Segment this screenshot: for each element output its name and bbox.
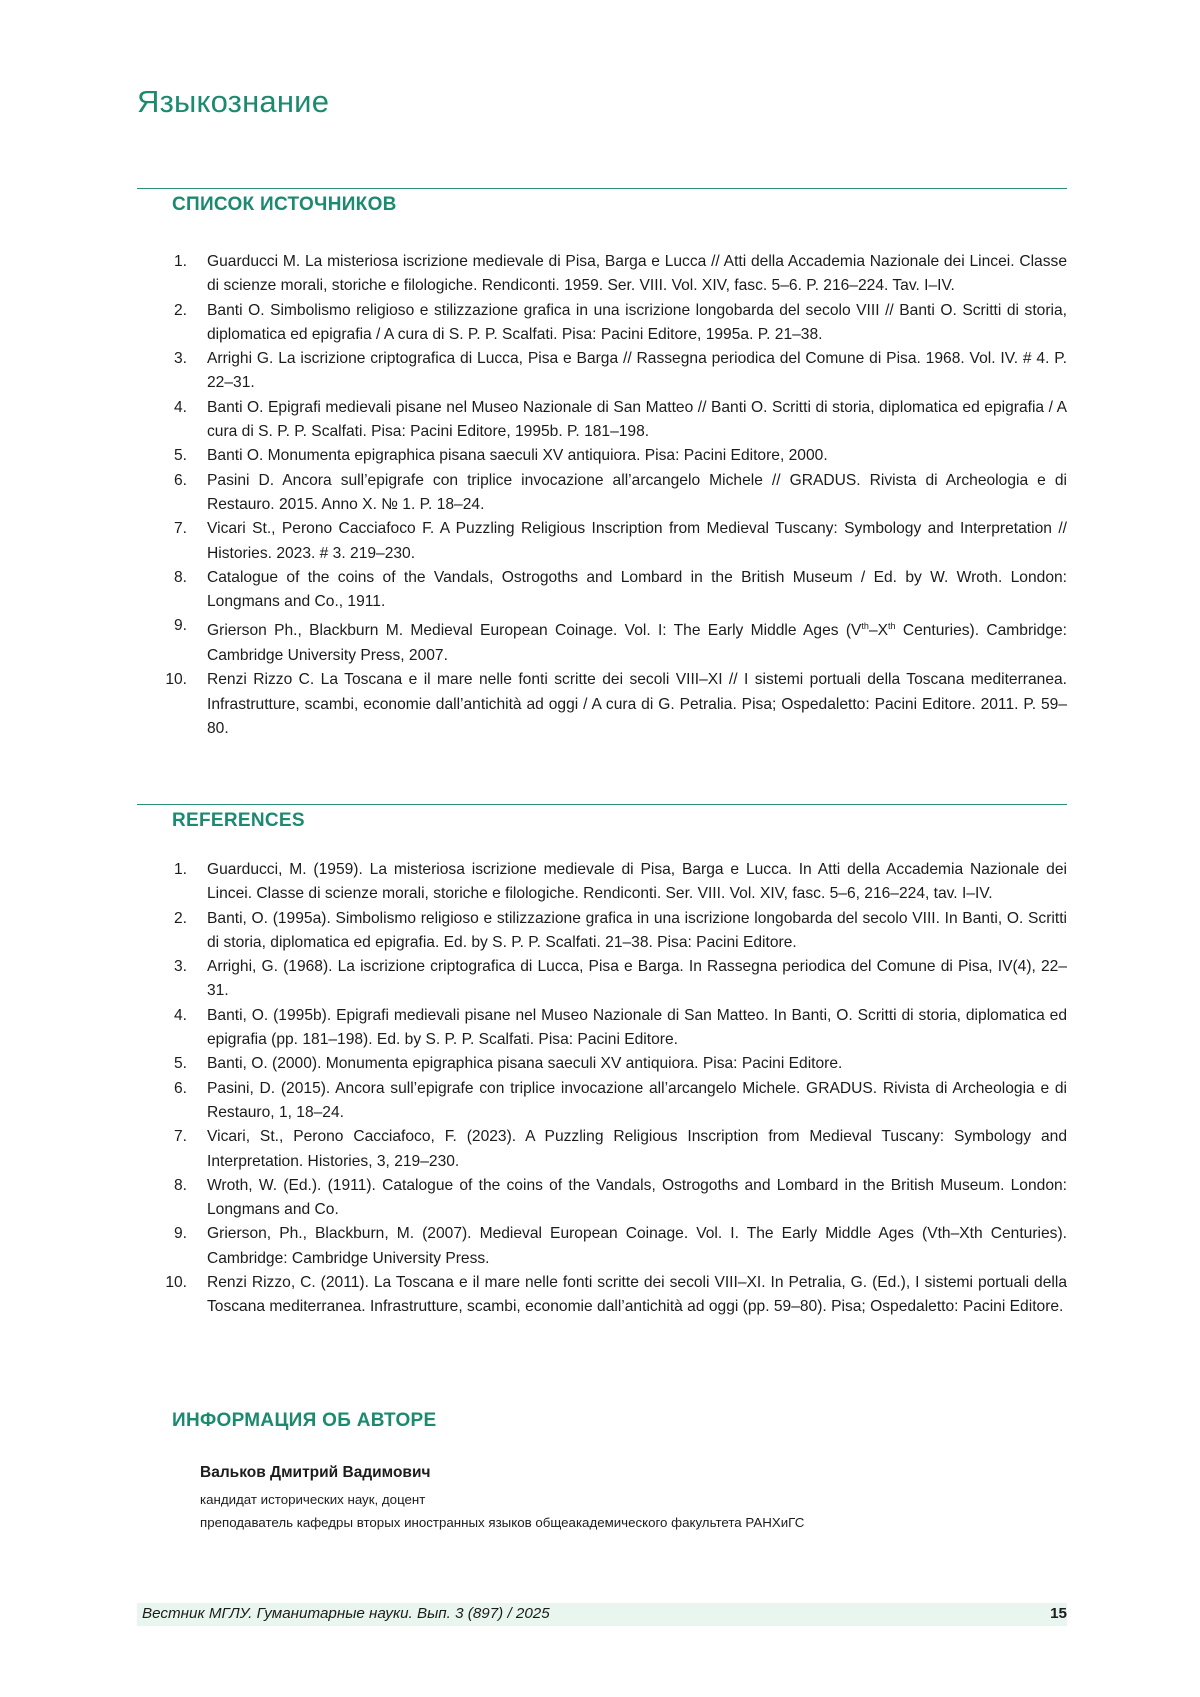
item-number: 10. bbox=[137, 1271, 187, 1295]
item-number: 2. bbox=[137, 299, 187, 323]
superscript: th bbox=[861, 621, 869, 631]
list-item bbox=[137, 1222, 1067, 1271]
page-footer bbox=[137, 1603, 1067, 1626]
item-text-end: Centuries). Cambridge: Cambridge University Press, 2007. bbox=[207, 623, 1067, 664]
item-text: Banti O. Monumenta epigraphica pisana saeculi XV antiquiora. Pisa: Pacini Editore, 2000. bbox=[207, 447, 828, 464]
list-item bbox=[137, 907, 1067, 956]
item-text: Pasini D. Ancora sull’epigrafe con triplice invocazione all’arcangelo Michele // GRADUS. Rivista di Archeologia e di Restauro. 2015. Anno X. № 1. P. 18–24. bbox=[207, 472, 1067, 513]
item-text: Arrighi, G. (1968). La iscrizione criptografica di Lucca, Pisa e Barga. In Rassegna periodica del Comune di Pisa, IV(4), 22–31. bbox=[207, 958, 1067, 999]
item-number: 5. bbox=[137, 444, 187, 468]
author-info bbox=[200, 1464, 804, 1538]
list-item bbox=[137, 469, 1067, 518]
list-item bbox=[137, 1077, 1067, 1126]
author-name: Вальков Дмитрий Вадимович bbox=[200, 1464, 804, 1482]
list-item bbox=[137, 396, 1067, 445]
item-text: Banti, O. (1995a). Simbolismo religioso e stilizzazione grafica in una iscrizione longobarda del secolo VIII. In Banti, O. Scritti di storia, diplomatica ed epigrafia. Ed. by S. P. P. Scalfati. 21–38. Pisa: Pacini Editore. bbox=[207, 910, 1067, 951]
item-text: Pasini, D. (2015). Ancora sull’epigrafe con triplice invocazione all’arcangelo Michele. GRADUS. Rivista di Archeologia e di Restauro, 1, 18–24. bbox=[207, 1080, 1067, 1121]
item-text: Banti O. Epigrafi medievali pisane nel Museo Nazionale di San Matteo // Banti O. Scritti di storia, diplomatica ed epigrafia / A cura di S. P. P. Scalfati. Pisa: Pacini Editore, 1995b. P. 181–198. bbox=[207, 399, 1067, 440]
item-number: 1. bbox=[137, 250, 187, 274]
list-item bbox=[137, 1174, 1067, 1223]
item-text-mid: –X bbox=[869, 623, 888, 640]
item-number: 6. bbox=[137, 469, 187, 493]
list-item bbox=[137, 668, 1067, 741]
list-item bbox=[137, 858, 1067, 907]
item-text: Grierson, Ph., Blackburn, M. (2007). Medieval European Coinage. Vol. I. The Early Middle Ages (Vth–Xth Centuries). Cambridge: Cambridge University Press. bbox=[207, 1225, 1067, 1266]
journal-title: Вестник МГЛУ. Гуманитарные науки. Вып. 3 (897) / 2025 bbox=[142, 1605, 550, 1622]
item-number: 7. bbox=[137, 1125, 187, 1149]
item-number: 5. bbox=[137, 1052, 187, 1076]
list-item bbox=[137, 1271, 1067, 1320]
list-item bbox=[137, 955, 1067, 1004]
page-number: 15 bbox=[1050, 1605, 1067, 1622]
item-number: 9. bbox=[137, 1222, 187, 1246]
item-number: 6. bbox=[137, 1077, 187, 1101]
divider bbox=[137, 804, 1067, 805]
item-number: 3. bbox=[137, 347, 187, 371]
item-text: Catalogue of the coins of the Vandals, Ostrogoths and Lombard in the British Museum / Ed. by W. Wroth. London: Longmans and Co., 1911. bbox=[207, 569, 1067, 610]
sources-title: СПИСОК ИСТОЧНИКОВ bbox=[172, 194, 397, 216]
list-item bbox=[137, 1052, 1067, 1076]
list-item bbox=[137, 1125, 1067, 1174]
list-item bbox=[137, 566, 1067, 615]
author-position: преподаватель кафедры вторых иностранных языков общеакадемического факультета РАНХиГС bbox=[200, 1515, 804, 1530]
item-text: Guarducci M. La misteriosa iscrizione medievale di Pisa, Barga e Lucca // Atti della Accademia Nazionale dei Lincei. Classe di scienze morali, storiche e filologiche. Rendiconti. 1959. Ser. VIII. Vol. XIV, fasc. 5–6. P. 216–224. Tav. I–IV. bbox=[207, 253, 1067, 294]
list-item bbox=[137, 517, 1067, 566]
item-text: Renzi Rizzo C. La Toscana e il mare nelle fonti scritte dei secoli VIII–XI // I sistemi portuali della Toscana mediterranea. Infrastrutture, scambi, economie dall’antichità ad oggi / A cura di G. Petralia. Pisa; Ospedaletto: Pacini Editore. 2011. P. 59–80. bbox=[207, 671, 1067, 737]
item-number: 9. bbox=[137, 614, 187, 638]
list-item bbox=[137, 347, 1067, 396]
item-number: 4. bbox=[137, 1004, 187, 1028]
sources-list bbox=[137, 250, 1067, 741]
item-text-start: Grierson Ph., Blackburn M. Medieval European Coinage. Vol. I: The Early Middle Ages (V bbox=[207, 623, 861, 640]
item-number: 3. bbox=[137, 955, 187, 979]
superscript: th bbox=[888, 621, 896, 631]
item-text: Guarducci, M. (1959). La misteriosa iscrizione medievale di Pisa, Barga e Lucca. In Atti della Accademia Nazionale dei Lincei. Classe di scienze morali, storiche e filologiche. Rendiconti. Ser. VIII. Vol. XIV, fasc. 5–6, 216–224, tav. I–IV. bbox=[207, 861, 1067, 902]
references-title: REFERENCES bbox=[172, 810, 305, 832]
list-item bbox=[137, 444, 1067, 468]
divider bbox=[137, 188, 1067, 189]
item-text: Renzi Rizzo, C. (2011). La Toscana e il mare nelle fonti scritte dei secoli VIII–XI. In Petralia, G. (Ed.), I sistemi portuali della Toscana mediterranea. Infrastrutture, scambi, economie dall’antichità ad oggi (pp. 59–80). Pisa; Ospedaletto: Pacini Editore. bbox=[207, 1274, 1067, 1315]
section-heading: Языкознание bbox=[137, 84, 329, 120]
item-number: 10. bbox=[137, 668, 187, 692]
item-number: 1. bbox=[137, 858, 187, 882]
author-title: ИНФОРМАЦИЯ ОБ АВТОРЕ bbox=[172, 1410, 437, 1432]
item-text: Vicari St., Perono Cacciafoco F. A Puzzling Religious Inscription from Medieval Tuscany: Symbology and Interpretation // Histories. 2023. # 3. 219–230. bbox=[207, 520, 1067, 561]
list-item bbox=[137, 250, 1067, 299]
list-item bbox=[137, 1004, 1067, 1053]
author-degree: кандидат исторических наук, доцент bbox=[200, 1492, 804, 1507]
item-number: 2. bbox=[137, 907, 187, 931]
item-text: Banti O. Simbolismo religioso e stilizzazione grafica in una iscrizione longobarda del secolo VIII // Banti O. Scritti di storia, diplomatica ed epigrafia / A cura di S. P. P. Scalfati. Pisa: Pacini Editore, 1995a. P. 21–38. bbox=[207, 302, 1067, 343]
item-number: 8. bbox=[137, 1174, 187, 1198]
item-text: Banti, O. (1995b). Epigrafi medievali pisane nel Museo Nazionale di San Matteo. In Banti, O. Scritti di storia, diplomatica ed epigrafia (pp. 181–198). Ed. by S. P. P. Scalfati. Pisa: Pacini Editore. bbox=[207, 1007, 1067, 1048]
list-item bbox=[137, 299, 1067, 348]
list-item bbox=[137, 614, 1067, 668]
item-text: Vicari, St., Perono Cacciafoco, F. (2023). A Puzzling Religious Inscription from Medieval Tuscany: Symbology and Interpretation. Histories, 3, 219–230. bbox=[207, 1128, 1067, 1169]
item-text: Banti, O. (2000). Monumenta epigraphica pisana saeculi XV antiquiora. Pisa: Pacini Editore. bbox=[207, 1055, 842, 1072]
item-text: Wroth, W. (Ed.). (1911). Catalogue of the coins of the Vandals, Ostrogoths and Lombard in the British Museum. London: Longmans and Co. bbox=[207, 1177, 1067, 1218]
item-text: Arrighi G. La iscrizione criptografica di Lucca, Pisa e Barga // Rassegna periodica del Comune di Pisa. 1968. Vol. IV. # 4. P. 22–31. bbox=[207, 350, 1067, 391]
item-number: 8. bbox=[137, 566, 187, 590]
item-number: 7. bbox=[137, 517, 187, 541]
item-number: 4. bbox=[137, 396, 187, 420]
references-list bbox=[137, 858, 1067, 1320]
